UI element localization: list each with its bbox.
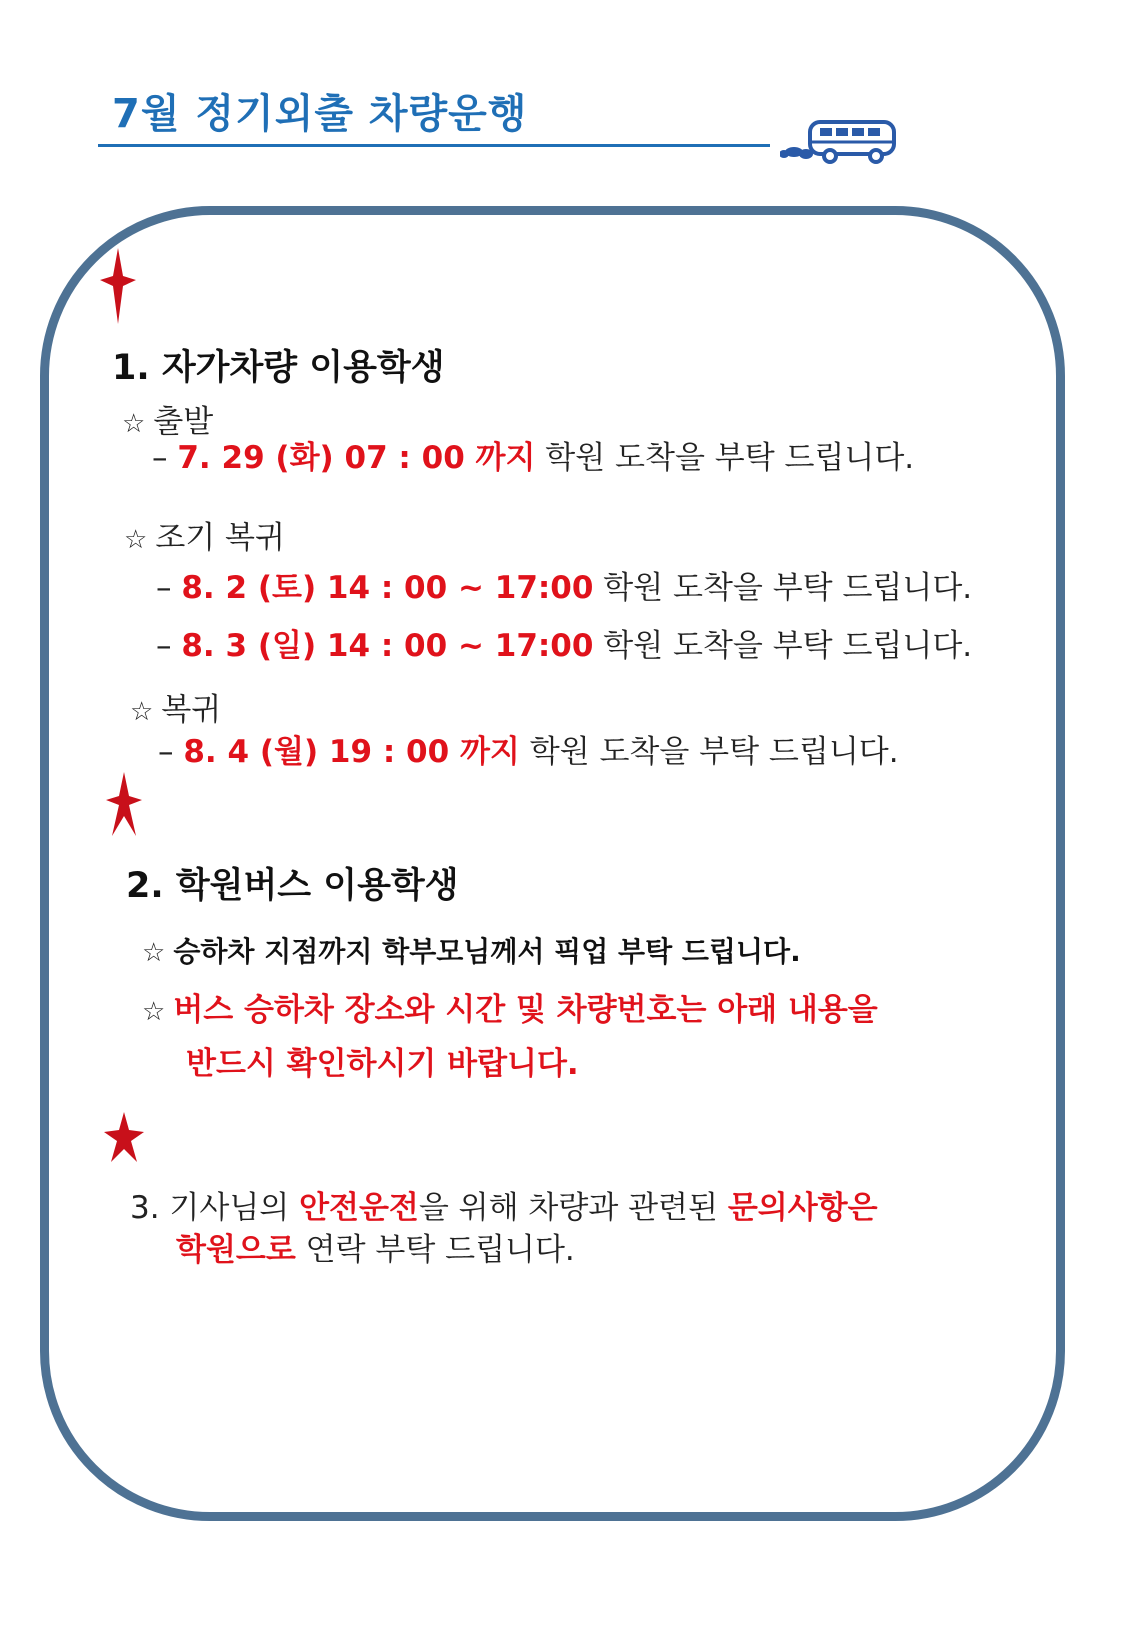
star-outline-icon: ☆ [142, 938, 166, 968]
departure-label-text: 출발 [153, 404, 214, 440]
section2-note-2-cont [186, 1038, 579, 1083]
bus-icon [780, 118, 900, 168]
early-return-label [124, 512, 285, 557]
return-label-text: 복귀 [161, 692, 222, 728]
section2-note-2-line2: 반드시 확인하시기 바랍니다. [186, 1046, 579, 1082]
early-return-label-text: 조기 복귀 [155, 520, 285, 556]
section3-line-1 [130, 1182, 878, 1227]
star-outline-icon: ☆ [124, 525, 148, 555]
section3-suffix: 연락 부탁 드립니다. [295, 1232, 575, 1268]
star-outline-icon: ☆ [130, 697, 154, 727]
section3-highlight-inquiries: 문의사항은 [727, 1190, 878, 1226]
section3-highlight-academy: 학원으로 [176, 1232, 296, 1268]
dash: – [152, 440, 168, 476]
return-time: 8. 4 (월) 19 : 00 까지 [183, 734, 520, 770]
early-return-time-2: 8. 3 (일) 14 : 00 ~ 17:00 [181, 628, 594, 664]
early-return-line-1 [156, 562, 972, 607]
early-return-line-2 [156, 620, 972, 665]
return-text: 학원 도착을 부탁 드립니다. [519, 734, 899, 770]
dash: – [158, 734, 174, 770]
section1-heading: 1. 자가차량 이용학생 [112, 348, 445, 388]
red-star-icon [100, 248, 136, 324]
early-return-time-1: 8. 2 (토) 14 : 00 ~ 17:00 [181, 570, 594, 606]
return-label [130, 684, 221, 729]
return-line [158, 726, 899, 771]
departure-time: 7. 29 (화) 07 : 00 까지 [177, 440, 536, 476]
early-return-text-1: 학원 도착을 부탁 드립니다. [593, 570, 973, 606]
section3-prefix: 3. 기사님의 [130, 1190, 300, 1226]
red-star-icon [106, 772, 142, 836]
red-star-icon [104, 1112, 144, 1162]
section2-heading: 2. 학원버스 이용학생 [126, 866, 459, 906]
section3-middle: 을 위해 차량과 관련된 [418, 1190, 728, 1226]
star-outline-icon: ☆ [122, 409, 146, 439]
star-outline-icon: ☆ [142, 997, 166, 1027]
dash: – [156, 628, 172, 664]
departure-text: 학원 도착을 부탁 드립니다. [535, 440, 915, 476]
section3-highlight-safe-driving: 안전운전 [299, 1190, 419, 1226]
section2-note-1-text: 승하차 지점까지 학부모님께서 픽업 부탁 드립니다. [173, 935, 801, 968]
page-title: 7월 정기외출 차량운행 [112, 91, 528, 137]
title-underline [98, 144, 770, 147]
dash: – [156, 570, 172, 606]
early-return-text-2: 학원 도착을 부탁 드립니다. [593, 628, 973, 664]
section2-note-2-text: 버스 승하차 장소와 시간 및 차량번호는 아래 내용을 [173, 992, 878, 1028]
departure-line [152, 432, 914, 477]
section3-line-2 [176, 1224, 575, 1269]
section2-note-1 [142, 930, 801, 970]
section2-note-2 [142, 984, 878, 1029]
